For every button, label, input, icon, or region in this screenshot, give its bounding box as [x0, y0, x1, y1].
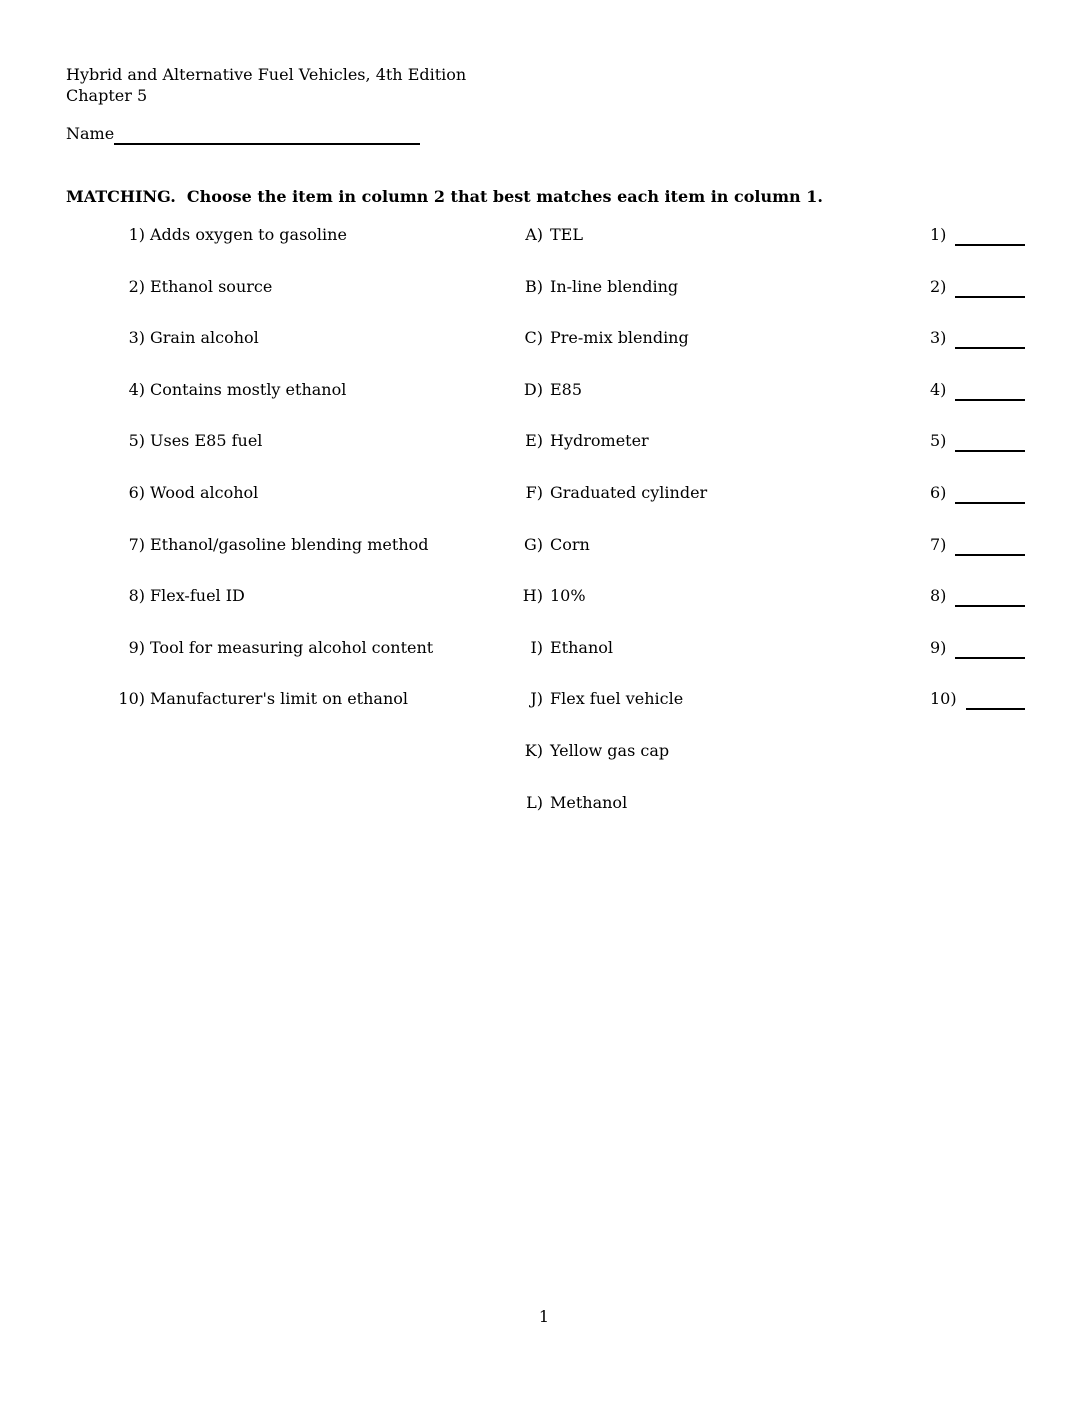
- answer-blank-line: [955, 379, 1025, 401]
- col1-item-text: Wood alcohol: [150, 483, 259, 502]
- answer-item-number: 5): [930, 431, 947, 450]
- answer-item-number: 3): [930, 328, 947, 347]
- answer-item-number: 7): [930, 535, 947, 554]
- matching-row: [0, 792, 1088, 814]
- col2-item-letter: I): [530, 638, 543, 657]
- answer-item-number: 8): [930, 586, 947, 605]
- col2-item-letter: K): [524, 741, 543, 760]
- name-blank-line: [114, 123, 420, 145]
- col2-item-text: Yellow gas cap: [550, 741, 670, 760]
- col2-item-text: Ethanol: [550, 638, 614, 657]
- col1-item-text: Tool for measuring alcohol content: [150, 638, 434, 657]
- col1-item-number: 10): [118, 689, 145, 708]
- answer-item-number: 1): [930, 225, 947, 244]
- col2-item-text: Flex fuel vehicle: [550, 689, 684, 708]
- answer-blank-line: [955, 482, 1025, 504]
- col1-item-text: Contains mostly ethanol: [150, 380, 347, 399]
- col2-item-letter: F): [525, 483, 543, 502]
- matching-row: [0, 224, 1088, 246]
- answer-slot: [930, 585, 1025, 607]
- col1-item-text: Grain alcohol: [150, 328, 259, 347]
- answer-blank-line: [955, 534, 1025, 556]
- matching-row: [0, 534, 1088, 556]
- col2-item-text: Hydrometer: [550, 431, 649, 450]
- col2-item-text: TEL: [550, 225, 583, 244]
- answer-slot: [930, 224, 1025, 246]
- matching-row: [0, 379, 1088, 401]
- col2-item-text: Graduated cylinder: [550, 483, 708, 502]
- name-label: Name: [66, 124, 115, 143]
- col2-item-text: Methanol: [550, 793, 628, 812]
- answer-slot: [930, 688, 1025, 710]
- matching-row: [0, 688, 1088, 710]
- matching-instructions: MATCHING. Choose the item in column 2 that best matches each item in column 1.: [66, 187, 823, 206]
- answer-slot: [930, 637, 1025, 659]
- col1-item-text: Ethanol/gasoline blending method: [150, 535, 429, 554]
- col1-item-number: 4): [128, 380, 145, 399]
- answer-slot: [930, 430, 1025, 452]
- document-title: Hybrid and Alternative Fuel Vehicles, 4th Edition: [66, 65, 467, 84]
- answer-slot: [930, 482, 1025, 504]
- col1-item-text: Flex-fuel ID: [150, 586, 245, 605]
- matching-row: [0, 740, 1088, 762]
- answer-item-number: 2): [930, 277, 947, 296]
- document-header: [66, 64, 466, 106]
- page-number: 1: [538, 1307, 550, 1326]
- col1-item-number: 7): [128, 535, 145, 554]
- answer-slot: [930, 276, 1025, 298]
- col1-item-number: 1): [128, 225, 145, 244]
- col1-item-text: Adds oxygen to gasoline: [150, 225, 347, 244]
- answer-slot: [930, 534, 1025, 556]
- col1-item-number: 2): [128, 277, 145, 296]
- col1-item-number: 3): [128, 328, 145, 347]
- answer-slot: [930, 379, 1025, 401]
- answer-blank-line: [955, 224, 1025, 246]
- col2-item-text: E85: [550, 380, 583, 399]
- answer-item-number: 9): [930, 638, 947, 657]
- col2-item-text: In-line blending: [550, 277, 679, 296]
- answer-blank-line: [955, 430, 1025, 452]
- matching-row: [0, 482, 1088, 504]
- answer-blank-line: [955, 327, 1025, 349]
- name-field-row: [66, 123, 420, 145]
- answer-item-number: 6): [930, 483, 947, 502]
- col2-item-letter: E): [525, 431, 543, 450]
- col1-item-number: 8): [128, 586, 145, 605]
- answer-blank-line: [955, 276, 1025, 298]
- col1-item-text: Ethanol source: [150, 277, 273, 296]
- answer-item-number: 10): [930, 689, 957, 708]
- matching-row: [0, 276, 1088, 298]
- col2-item-letter: D): [523, 380, 543, 399]
- document-chapter: Chapter 5: [66, 86, 148, 105]
- answer-blank-line: [966, 688, 1025, 710]
- col2-item-text: Corn: [550, 535, 590, 554]
- matching-row: [0, 327, 1088, 349]
- col2-item-letter: G): [523, 535, 543, 554]
- col2-item-letter: A): [525, 225, 543, 244]
- col2-item-text: Pre-mix blending: [550, 328, 689, 347]
- answer-item-number: 4): [930, 380, 947, 399]
- col1-item-number: 9): [128, 638, 145, 657]
- col1-item-text: Uses E85 fuel: [150, 431, 263, 450]
- col1-item-number: 5): [128, 431, 145, 450]
- answer-blank-line: [955, 585, 1025, 607]
- matching-row: [0, 430, 1088, 452]
- answer-blank-line: [955, 637, 1025, 659]
- answer-slot: [930, 327, 1025, 349]
- col2-item-letter: L): [526, 793, 543, 812]
- col2-item-text: 10%: [550, 586, 586, 605]
- col1-item-text: Manufacturer's limit on ethanol: [150, 689, 409, 708]
- col2-item-letter: B): [525, 277, 543, 296]
- matching-row: [0, 637, 1088, 659]
- matching-row: [0, 585, 1088, 607]
- col1-item-number: 6): [128, 483, 145, 502]
- col2-item-letter: H): [522, 586, 543, 605]
- col2-item-letter: J): [530, 689, 543, 708]
- col2-item-letter: C): [524, 328, 543, 347]
